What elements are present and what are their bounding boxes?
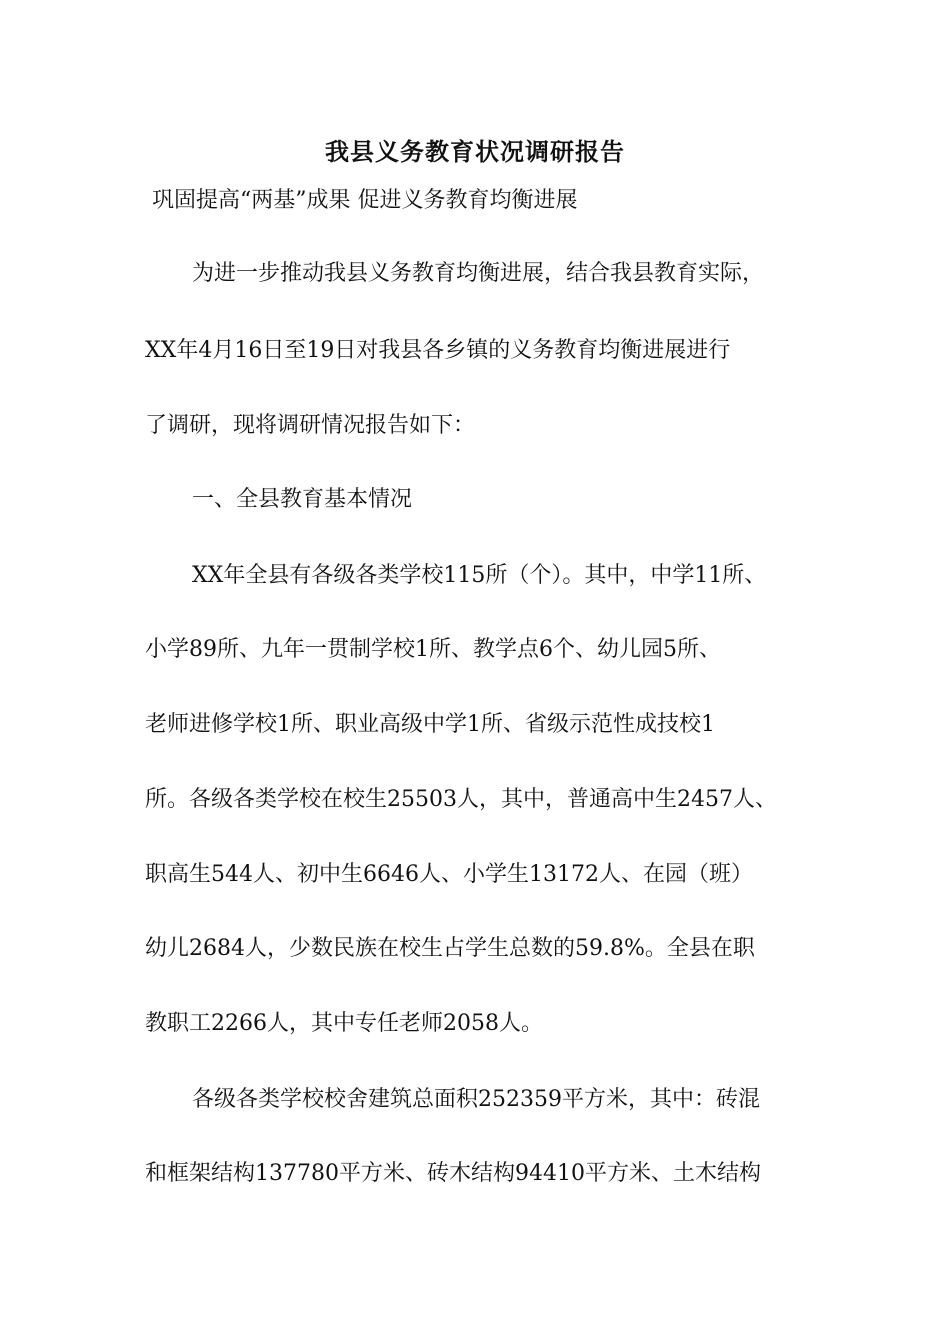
paragraph-line: 教职工2266人，其中专任老师2058人。 [145, 1011, 543, 1036]
paragraph-line: XX年全县有各级各类学校115所（个）。其中，中学11所、 [192, 563, 767, 588]
document-subtitle: 巩固提高“两基”成果 促进义务教育均衡进展 [152, 188, 578, 213]
section-heading: 一、全县教育基本情况 [192, 487, 413, 512]
paragraph-line: 所。各级各类学校在校生25503人，其中，普通高中生2457人、 [145, 787, 777, 812]
paragraph-line: 职高生544人、初中生6646人、小学生13172人、在园（班） [145, 862, 753, 887]
paragraph-line: 幼儿2684人，少数民族在校生占学生总数的59.8%。全县在职 [145, 936, 755, 961]
paragraph-line: 各级各类学校校舍建筑总面积252359平方米，其中：砖混 [192, 1087, 760, 1112]
paragraph-line: XX年4月16日至19日对我县各乡镇的义务教育均衡进展进行 [145, 338, 731, 363]
paragraph-line: 了调研，现将调研情况报告如下： [145, 413, 476, 438]
document-title: 我县义务教育状况调研报告 [325, 137, 625, 166]
paragraph-line: 和框架结构137780平方米、砖木结构94410平方米、土木结构 [145, 1161, 761, 1186]
paragraph-line: 为进一步推动我县义务教育均衡进展，结合我县教育实际， [192, 261, 765, 286]
paragraph-line: 小学89所、九年一贯制学校1所、教学点6个、幼儿园5所、 [145, 637, 721, 662]
paragraph-line: 老师进修学校1所、职业高级中学1所、省级示范性成技校1 [145, 712, 715, 737]
